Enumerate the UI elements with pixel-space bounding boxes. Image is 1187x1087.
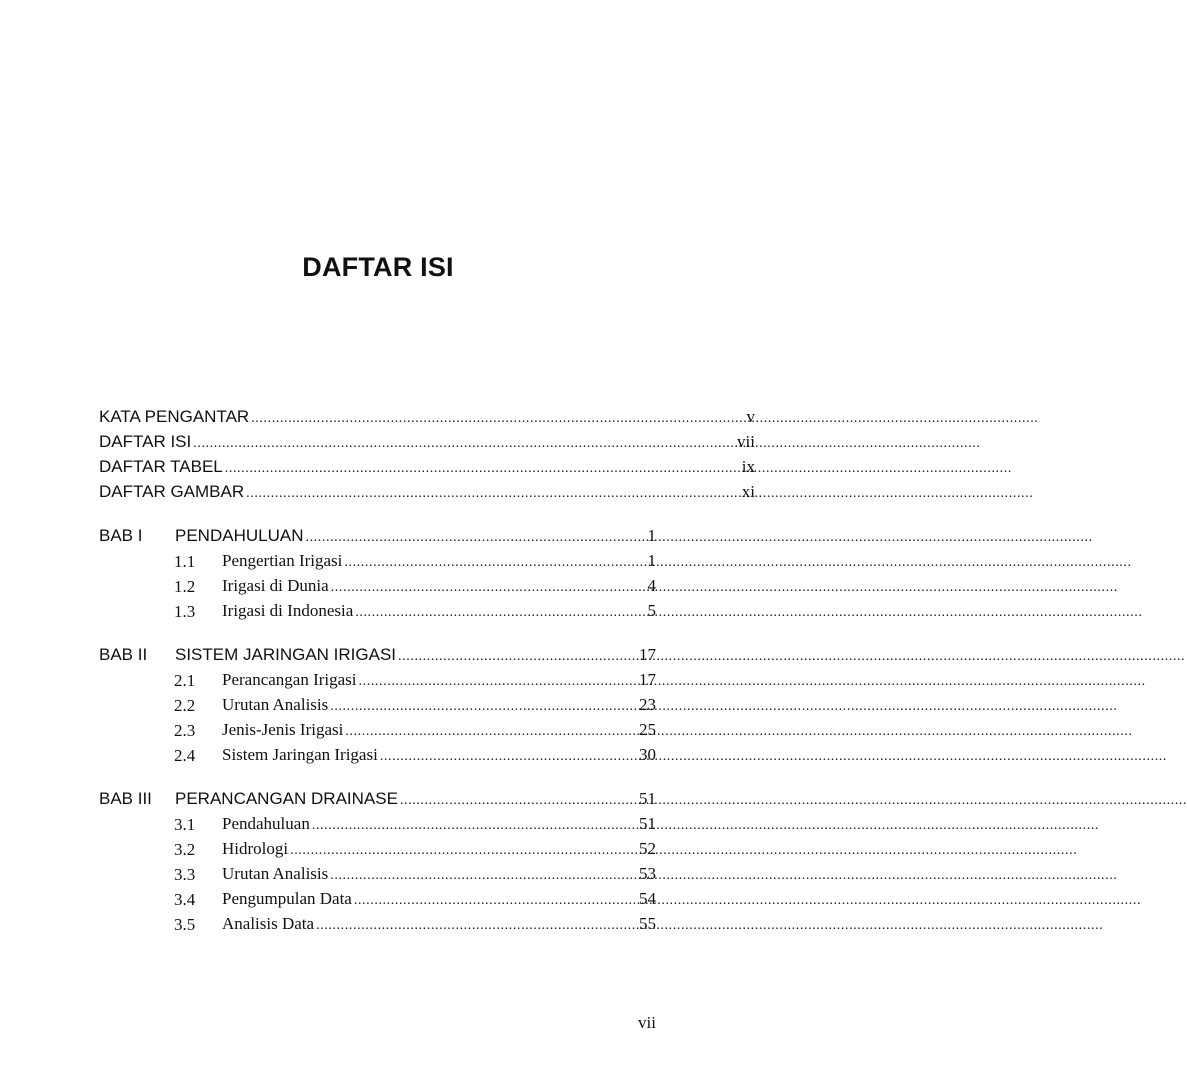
toc-entry-section[interactable] bbox=[222, 864, 656, 889]
section-number: 2.3 bbox=[174, 721, 196, 740]
dot-leader bbox=[330, 864, 1117, 884]
toc-entry-section[interactable] bbox=[222, 551, 656, 576]
dot-leader bbox=[251, 407, 1038, 427]
toc-entry-page: vii bbox=[737, 432, 755, 451]
dot-leader bbox=[354, 889, 1141, 909]
toc-entry-page: 17 bbox=[639, 670, 656, 689]
toc-entry-section[interactable] bbox=[222, 914, 656, 939]
page-title: DAFTAR ISI bbox=[302, 252, 454, 282]
toc-entry-label: Analisis Data bbox=[222, 914, 315, 933]
toc-entry-page: ix bbox=[741, 457, 755, 476]
toc-entry-section[interactable] bbox=[222, 720, 656, 745]
toc-entry-label: Urutan Analisis bbox=[222, 695, 329, 714]
section-number: 3.4 bbox=[174, 890, 196, 909]
dot-leader bbox=[330, 695, 1117, 715]
toc-entry-page: 23 bbox=[639, 695, 656, 714]
toc-entry-page: 1 bbox=[647, 526, 656, 545]
toc-entry-label: Jenis-Jenis Irigasi bbox=[222, 720, 344, 739]
toc-entry-label: Pendahuluan bbox=[222, 814, 310, 833]
toc-entry-section[interactable] bbox=[222, 670, 656, 695]
chapter-number: BAB I bbox=[99, 526, 143, 545]
toc-entry-chapter[interactable] bbox=[175, 526, 656, 551]
toc-entry-page: 17 bbox=[639, 645, 656, 664]
toc-entry-daftar-tabel[interactable] bbox=[99, 457, 755, 482]
toc-entry-label: KATA PENGANTAR bbox=[99, 407, 250, 426]
section-number: 1.1 bbox=[174, 552, 196, 571]
toc-entry-daftar-isi[interactable] bbox=[99, 432, 755, 457]
toc-entry-section[interactable] bbox=[222, 695, 656, 720]
dot-leader bbox=[193, 432, 980, 452]
toc-entry-page: 52 bbox=[639, 839, 656, 858]
dot-leader bbox=[312, 814, 1099, 834]
dot-leader bbox=[400, 789, 1187, 809]
section-number: 3.1 bbox=[174, 815, 196, 834]
toc-entry-label: Pengertian Irigasi bbox=[222, 551, 343, 570]
toc-entry-label: PERANCANGAN DRAINASE bbox=[175, 789, 398, 808]
toc-entry-label: PENDAHULUAN bbox=[175, 526, 304, 545]
dot-leader bbox=[225, 457, 1012, 477]
toc-entry-section[interactable] bbox=[222, 814, 656, 839]
toc-entry-page: 55 bbox=[639, 914, 656, 933]
toc-entry-label: DAFTAR GAMBAR bbox=[99, 482, 245, 501]
toc-entry-page: 51 bbox=[639, 789, 656, 808]
toc-entry-label: Irigasi di Dunia bbox=[222, 576, 329, 595]
toc-entry-daftar-gambar[interactable] bbox=[99, 482, 755, 507]
toc-entry-page: 51 bbox=[639, 814, 656, 833]
chapter-number: BAB III bbox=[99, 789, 152, 808]
section-number: 3.2 bbox=[174, 840, 196, 859]
toc-entry-page: xi bbox=[741, 482, 755, 501]
toc-entry-page: 54 bbox=[639, 889, 656, 908]
toc-entry-label: Urutan Analisis bbox=[222, 864, 329, 883]
section-number: 3.3 bbox=[174, 865, 196, 884]
toc-entry-section[interactable] bbox=[222, 576, 656, 601]
toc-entry-label: Sistem Jaringan Irigasi bbox=[222, 745, 378, 764]
dot-leader bbox=[398, 645, 1185, 665]
section-number: 2.4 bbox=[174, 746, 196, 765]
toc-entry-label: SISTEM JARINGAN IRIGASI bbox=[175, 645, 397, 664]
dot-leader bbox=[380, 745, 1167, 765]
section-number: 3.5 bbox=[174, 915, 196, 934]
toc-entry-page: v bbox=[746, 407, 755, 426]
section-number: 1.3 bbox=[174, 602, 196, 621]
dot-leader bbox=[331, 576, 1118, 596]
dot-leader bbox=[305, 526, 1092, 546]
footer-page-number: vii bbox=[638, 1013, 656, 1032]
toc-entry-page: 1 bbox=[647, 551, 656, 570]
dot-leader bbox=[246, 482, 1033, 502]
toc-entry-page: 30 bbox=[639, 745, 656, 764]
section-number: 2.2 bbox=[174, 696, 196, 715]
dot-leader bbox=[345, 720, 1132, 740]
toc-entry-section[interactable] bbox=[222, 839, 656, 864]
dot-leader bbox=[359, 670, 1146, 690]
section-number: 2.1 bbox=[174, 671, 196, 690]
dot-leader bbox=[316, 914, 1103, 934]
toc-entry-kata-pengantar[interactable] bbox=[99, 407, 755, 432]
chapter-number: BAB II bbox=[99, 645, 148, 664]
toc-entry-page: 5 bbox=[647, 601, 656, 620]
toc-entry-label: Irigasi di Indonesia bbox=[222, 601, 354, 620]
toc-entry-chapter[interactable] bbox=[175, 645, 656, 670]
toc-entry-label: Perancangan Irigasi bbox=[222, 670, 357, 689]
toc-entry-label: Hidrologi bbox=[222, 839, 289, 858]
toc-entry-section[interactable] bbox=[222, 601, 656, 626]
dot-leader bbox=[355, 601, 1142, 621]
toc-entry-chapter[interactable] bbox=[175, 789, 656, 814]
toc-entry-section[interactable] bbox=[222, 889, 656, 914]
toc-entry-page: 25 bbox=[639, 720, 656, 739]
toc-entry-label: DAFTAR TABEL bbox=[99, 457, 223, 476]
section-number: 1.2 bbox=[174, 577, 196, 596]
toc-entry-page: 53 bbox=[639, 864, 656, 883]
toc-entry-label: DAFTAR ISI bbox=[99, 432, 192, 451]
dot-leader bbox=[290, 839, 1077, 859]
toc-entry-label: Pengumpulan Data bbox=[222, 889, 352, 908]
dot-leader bbox=[344, 551, 1131, 571]
toc-entry-page: 4 bbox=[647, 576, 656, 595]
toc-entry-section[interactable] bbox=[222, 745, 656, 770]
